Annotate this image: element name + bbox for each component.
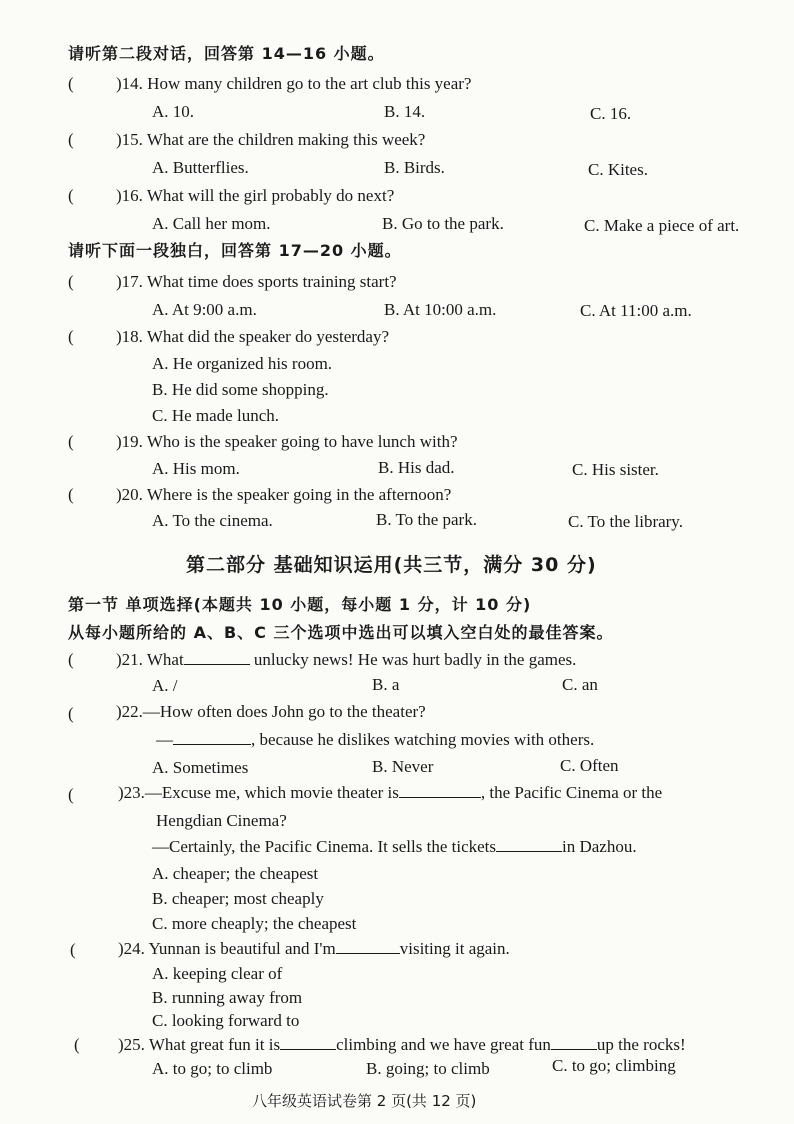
question-18: )18. What did the speaker do yesterday? [116,327,390,346]
q25-blank-2 [551,1035,597,1050]
question-24 [118,939,510,959]
q22-option-a: A. Sometimes [152,758,249,777]
page-footer: 八年级英语试卷第 2 页(共 12 页) [252,1092,477,1110]
q17-option-b: B. At 10:00 a.m. [384,300,497,319]
q23-reply-text-before: —Certainly, the Pacific Cinema. It sells the tickets [152,837,497,856]
q19-option-c: C. His sister. [572,460,659,479]
q23-blank-2 [496,837,562,852]
q16-option-b: B. Go to the park. [382,214,504,233]
q25-blank-1 [280,1035,336,1050]
answer-paren: ( [68,785,74,804]
q19-option-b: B. His dad. [378,458,455,477]
question-16: )16. What will the girl probably do next? [116,186,395,205]
question-22: )22.—How often does John go to the theater? [116,702,426,721]
q22-reply-dash: — [156,730,173,749]
q24-text-before: )24. Yunnan is beautiful and I'm [118,939,336,958]
answer-paren: ( [68,485,74,504]
q23-option-b: B. cheaper; most cheaply [152,889,324,908]
answer-paren: ( [70,940,76,959]
q20-option-a: A. To the cinema. [152,511,273,530]
q17-option-a: A. At 9:00 a.m. [152,300,257,319]
q23-option-c: C. more cheaply; the cheapest [152,914,357,933]
q18-option-a: A. He organized his room. [152,354,333,373]
question-15: )15. What are the children making this week? [116,130,426,149]
question-14: )14. How many children go to the art club this year? [116,74,472,93]
q25-text-after: up the rocks! [596,1035,686,1054]
q24-option-c: C. looking forward to [152,1011,300,1030]
answer-paren: ( [68,186,74,205]
q16-option-c: C. Make a piece of art. [584,216,740,235]
answer-paren: ( [74,1035,80,1054]
q25-text-middle: climbing and we have great fun [336,1035,551,1054]
answer-paren: ( [68,650,74,669]
q20-option-c: C. To the library. [568,512,683,531]
q17-option-c: C. At 11:00 a.m. [580,301,692,320]
q14-option-a: A. 10. [152,102,195,121]
answer-paren: ( [68,704,74,723]
q22-option-b: B. Never [372,757,434,776]
q24-text-after: visiting it again. [399,939,510,958]
q14-option-b: B. 14. [384,102,426,121]
q21-text-after: unlucky news! He was hurt badly in the games. [249,650,577,669]
q24-option-a: A. keeping clear of [152,964,283,983]
q23-line-2: Hengdian Cinema? [156,811,287,830]
q15-option-a: A. Butterflies. [152,158,249,177]
q22-reply-text: , because he dislikes watching movies with others. [251,730,595,749]
q23-text-before: )23.—Excuse me, which movie theater is [118,783,399,802]
question-17: )17. What time does sports training start? [116,272,397,291]
question-19: )19. Who is the speaker going to have lunch with? [116,432,458,451]
q25-option-b: B. going; to climb [366,1059,490,1078]
q25-text-before: )25. What great fun it is [118,1035,281,1054]
q21-option-a: A. / [152,676,178,695]
q24-option-b: B. running away from [152,988,303,1007]
q20-option-b: B. To the park. [376,510,477,529]
q19-option-a: A. His mom. [152,459,240,478]
q18-option-b: B. He did some shopping. [152,380,329,399]
listening-instruction-14-16: 请听第二段对话，回答第 14—16 小题。 [68,44,385,63]
section-one-title: 第一节 单项选择(本题共 10 小题，每小题 1 分，计 10 分) [68,595,532,614]
q23-blank-1 [399,783,481,798]
q16-option-a: A. Call her mom. [152,214,271,233]
question-25 [118,1035,686,1055]
q21-option-b: B. a [372,675,400,694]
answer-paren: ( [68,432,74,451]
q22-reply [156,730,594,750]
q25-option-c: C. to go; climbing [552,1056,676,1075]
q23-text-after: , the Pacific Cinema or the [480,783,663,802]
q22-blank [173,730,251,745]
q15-option-b: B. Birds. [384,158,445,177]
part-two-title: 第二部分 基础知识运用(共三节，满分 30 分) [186,554,597,576]
answer-paren: ( [68,130,74,149]
q23-option-a: A. cheaper; the cheapest [152,864,319,883]
q14-option-c: C. 16. [590,104,632,123]
q23-reply [152,837,637,857]
q21-text-before: )21. What [116,650,184,669]
q21-blank [184,650,250,665]
q23-reply-text-after: in Dazhou. [562,837,637,856]
q24-blank [336,939,400,954]
q22-option-c: C. Often [560,756,619,775]
answer-paren: ( [68,272,74,291]
question-23 [118,783,662,803]
q25-option-a: A. to go; to climb [152,1059,273,1078]
q18-option-c: C. He made lunch. [152,406,279,425]
answer-paren: ( [68,327,74,346]
q15-option-c: C. Kites. [588,160,648,179]
question-21 [116,650,576,670]
section-one-instruction: 从每小题所给的 A、B、C 三个选项中选出可以填入空白处的最佳答案。 [68,623,614,642]
listening-instruction-17-20: 请听下面一段独白，回答第 17—20 小题。 [68,241,402,260]
answer-paren: ( [68,74,74,93]
q21-option-c: C. an [562,675,598,694]
question-20: )20. Where is the speaker going in the afternoon? [116,485,452,504]
